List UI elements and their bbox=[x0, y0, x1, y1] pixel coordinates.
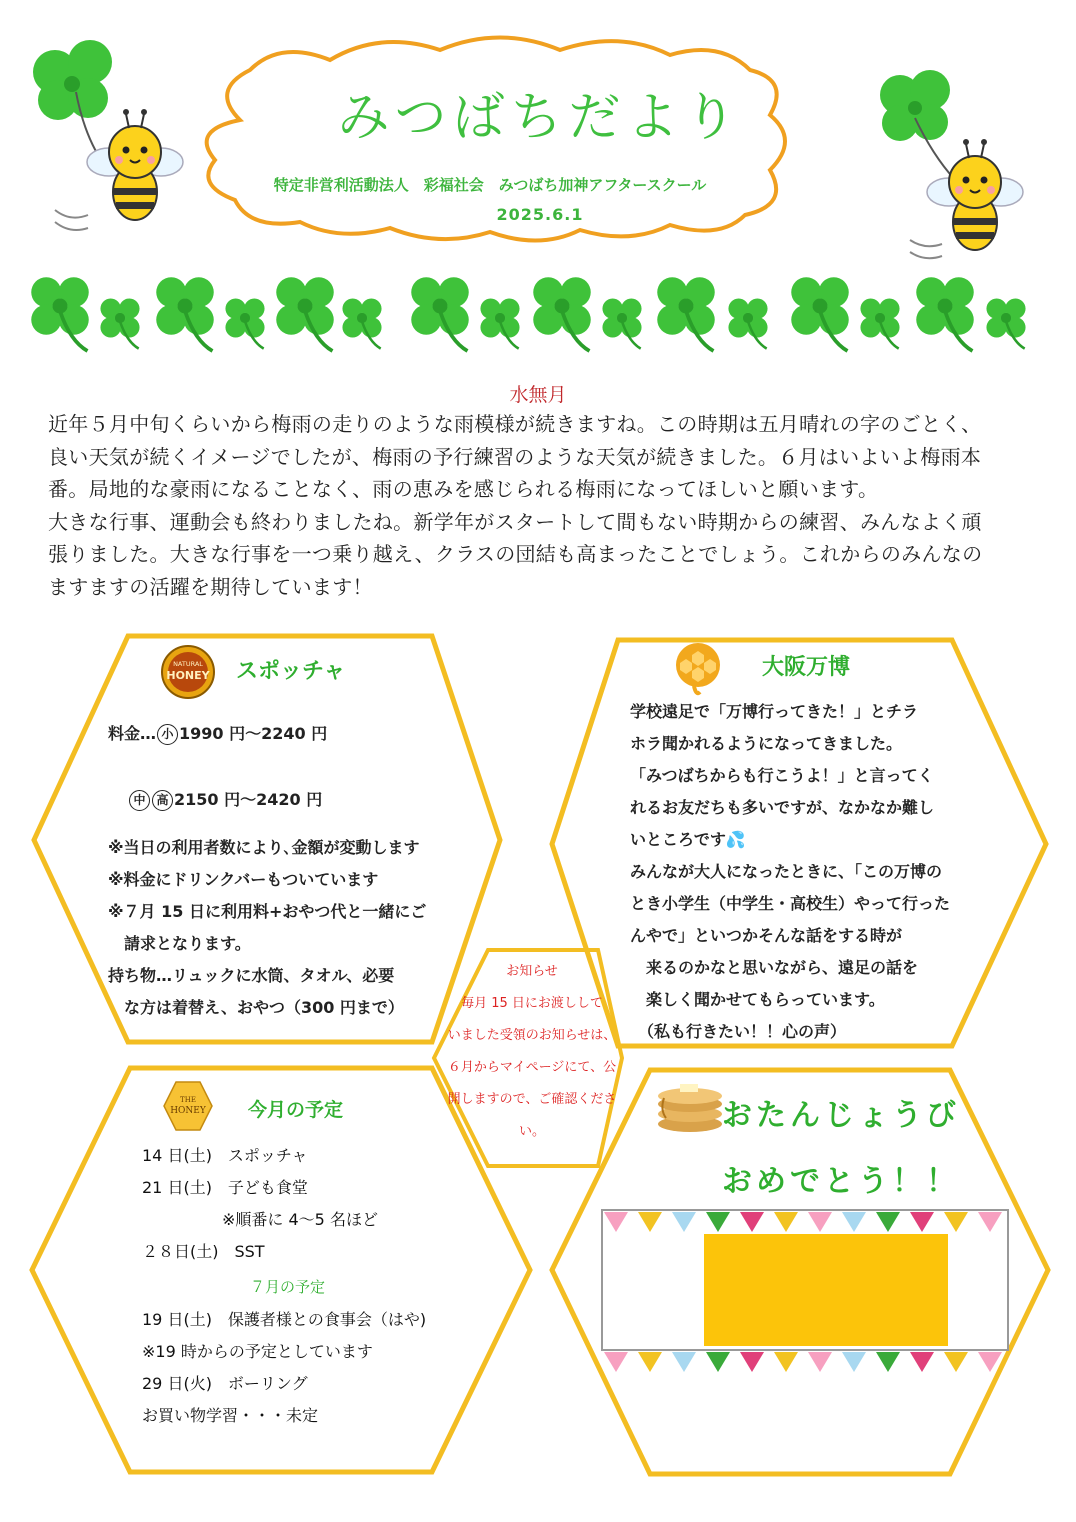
spoccha-fee-elementary bbox=[108, 718, 327, 750]
bee-left bbox=[87, 109, 183, 220]
expo-line: （私も行きたい！！心の声） bbox=[630, 1022, 847, 1041]
svg-text:NATURAL: NATURAL bbox=[173, 660, 203, 668]
schedule-item: 21 日(土) 子ども食堂 bbox=[142, 1178, 308, 1197]
clover-large-right bbox=[880, 70, 960, 185]
expo-line: ホラ聞かれるようになってきました。 bbox=[630, 734, 903, 753]
redaction-mask bbox=[704, 1234, 948, 1346]
notice-line: 毎月 15 日にお渡しして bbox=[461, 996, 603, 1011]
expo-line: んやで」といつかそんな話をする時が bbox=[630, 926, 903, 945]
intro-line: 張りました。大きな行事を一つ乗り越え、クラスの団結も高まったことでしょう。これからのみんなの bbox=[48, 542, 983, 566]
spoccha-fee-secondary bbox=[128, 784, 322, 816]
svg-text:HONEY: HONEY bbox=[166, 669, 210, 682]
spoccha-title: スポッチャ bbox=[236, 659, 346, 684]
schedule-item: 19 日(土) 保護者様との食事会（はや) bbox=[142, 1310, 427, 1329]
clover-row bbox=[31, 277, 1025, 351]
expo-text bbox=[630, 696, 950, 1048]
fee-secondary-value: 2150 円～2420 円 bbox=[174, 790, 323, 809]
note-line: ※７月 15 日に利用料+おやつ代と一緒にご bbox=[108, 902, 427, 921]
bunting-bottom bbox=[604, 1352, 1002, 1372]
schedule-item: 14 日(土) スポッチャ bbox=[142, 1146, 308, 1165]
expo-line: いところです💦 bbox=[630, 830, 746, 849]
schedule-item: ※19 時からの予定としています bbox=[142, 1342, 373, 1361]
note-line: ※当日の利用者数により､金額が変動します bbox=[108, 838, 420, 857]
notice-title: お知らせ bbox=[506, 964, 558, 979]
expo-line: れるお友だちも多いですが、なかなか難し bbox=[630, 798, 935, 817]
schedule-july bbox=[142, 1304, 426, 1432]
note-line: ※料金にドリンクバーもついています bbox=[108, 870, 379, 889]
expo-line: 楽しく聞かせてもらっています。 bbox=[630, 990, 885, 1009]
notice-box bbox=[446, 956, 618, 1148]
birthday-title-line2: おめでとう！！ bbox=[722, 1164, 960, 1199]
fee-prefix: 料金… bbox=[108, 724, 157, 743]
expo-line: とき小学生（中学生・高校生）やって行った bbox=[630, 894, 951, 913]
intro-line: 近年５月中旬くらいから梅雨の走りのような雨模様が続きますね。この時期は五月晴れの字のごとく、 bbox=[48, 412, 982, 436]
intro-heading: 水無月 bbox=[509, 384, 567, 406]
intro-line: 大きな行事、運動会も終わりましたね。新学年がスタートして間もない時期からの練習、みんなよく頑 bbox=[48, 509, 982, 534]
intro-line: ますますの活躍を期待しています！ bbox=[48, 574, 373, 599]
svg-text:THE: THE bbox=[180, 1096, 196, 1104]
notice-line: い。 bbox=[518, 1124, 545, 1139]
schedule-item: お買い物学習・・・未定 bbox=[142, 1406, 319, 1425]
honeycomb-icon bbox=[676, 643, 720, 693]
notice-line: 開しますので、ご確認くださ bbox=[447, 1092, 617, 1107]
expo-line: みんなが大人になったときに、「この万博の bbox=[630, 862, 943, 881]
schedule-title: 今月の予定 bbox=[248, 1099, 344, 1121]
expo-line: 「みつばちからも行こうよ！」と言ってく bbox=[630, 766, 934, 785]
fee-elementary-value: 1990 円～2240 円 bbox=[179, 724, 328, 743]
note-line: 持ち物…リュックに水筒、タオル、必要 bbox=[108, 966, 395, 985]
organization-name: 特定非営利活動法人 彩福社会 みつばち加神アフタースクール bbox=[273, 176, 707, 194]
birthday-title-line1: おたんじょうび bbox=[722, 1098, 960, 1133]
pancake-icon bbox=[658, 1084, 722, 1132]
intro-text bbox=[48, 408, 1044, 603]
note-line: 請求となります。 bbox=[108, 934, 251, 953]
notice-line: いました受領のお知らせは、 bbox=[447, 1028, 617, 1043]
schedule-june bbox=[142, 1140, 378, 1268]
expo-line: 来るのかなと思いながら、遠足の話を bbox=[630, 958, 919, 977]
note-line: な方は着替え、おやつ（300 円まで） bbox=[108, 998, 404, 1017]
elementary-mark: 小 bbox=[157, 724, 178, 745]
junior-high-mark: 中 bbox=[129, 790, 150, 811]
schedule-item: 29 日(火) ボーリング bbox=[142, 1374, 308, 1393]
newsletter-title: みつばちだより bbox=[337, 88, 743, 148]
high-school-mark: 高 bbox=[152, 790, 173, 811]
schedule-item: ２８日(土) SST bbox=[142, 1242, 265, 1261]
issue-date: 2025.6.1 bbox=[496, 205, 584, 224]
schedule-item: ※順番に 4～5 名ほど bbox=[142, 1210, 378, 1229]
bee-right bbox=[927, 139, 1023, 250]
notice-line: ６月からマイページにて、公 bbox=[447, 1060, 617, 1075]
intro-line: 番。局地的な豪雨になることなく、雨の恵みを感じられる梅雨になってほしいと願います。 bbox=[48, 477, 879, 501]
expo-title: 大阪万博 bbox=[762, 655, 851, 680]
svg-text:HONEY: HONEY bbox=[170, 1106, 206, 1116]
spoccha-notes bbox=[108, 832, 426, 1024]
july-schedule-title: ７月の予定 bbox=[250, 1278, 326, 1296]
expo-line: 学校遠足で「万博行ってきた！」とチラ bbox=[630, 702, 919, 721]
intro-line: 良い天気が続くイメージでしたが、梅雨の予行練習のような天気が続きました。６月はいよいよ梅雨本 bbox=[48, 444, 982, 469]
